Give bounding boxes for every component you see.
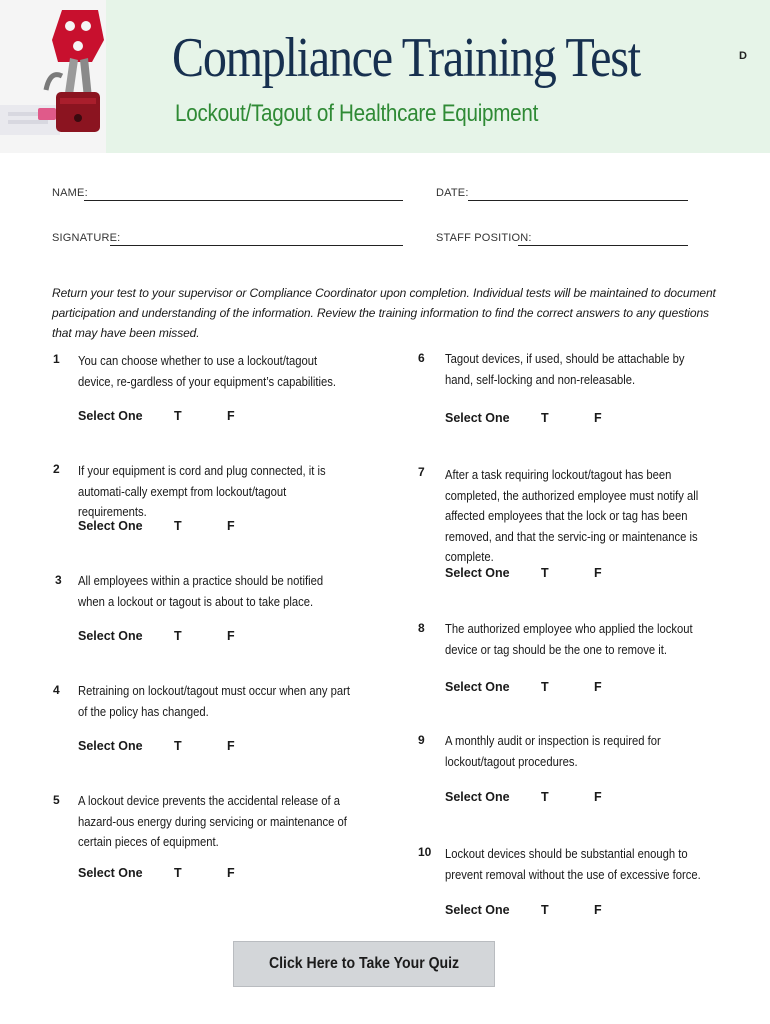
question-number: 5 [53, 793, 60, 807]
select-one-label: Select One [78, 739, 143, 753]
false-option[interactable]: F [594, 566, 602, 580]
select-one-label: Select One [78, 866, 143, 880]
question-number: 10 [418, 845, 432, 859]
question-text: After a task requiring lockout/tagout has been completed, the authorized employee must notify all affected employees that the lock or tag has been removed, and that the servic-ing or maintenance is complete. [445, 468, 699, 564]
question-text: A lockout device prevents the accidental release of a hazard-ous energy during servicing or maintenance of certain pieces of equipment. [78, 794, 347, 849]
take-quiz-button-label: Click Here to Take Your Quiz [268, 955, 460, 972]
question-number: 3 [55, 573, 62, 587]
question-number: 2 [53, 462, 60, 476]
lockout-padlock-icon [0, 0, 106, 153]
staff-position-label: STAFF POSITION: [436, 232, 532, 244]
name-label: NAME: [52, 187, 88, 199]
question-text: Lockout devices should be substantial enough to prevent removal without the use of excessive force. [445, 847, 701, 882]
page-subtitle: Lockout/Tagout of Healthcare Equipment [175, 100, 539, 127]
false-option[interactable]: F [227, 866, 235, 880]
question-number: 1 [53, 352, 60, 366]
false-option[interactable]: F [227, 519, 235, 533]
true-option[interactable]: T [541, 790, 549, 804]
take-quiz-button[interactable] [233, 941, 495, 987]
question-number: 8 [418, 621, 425, 635]
false-option[interactable]: F [227, 629, 235, 643]
select-one-label: Select One [445, 903, 510, 917]
true-option[interactable]: T [174, 519, 182, 533]
select-one-label: Select One [78, 629, 143, 643]
select-one-label: Select One [445, 790, 510, 804]
select-one-label: Select One [78, 519, 143, 533]
question-text: A monthly audit or inspection is required for lockout/tagout procedures. [445, 734, 661, 769]
true-option[interactable]: T [174, 866, 182, 880]
true-option[interactable]: T [174, 629, 182, 643]
instructions-text: Return your test to your supervisor or Compliance Coordinator upon completion. Individual tests will be maintained to document participation and understanding of the information. Review the training information to find the correct answers to any questions that may have been missed. [52, 286, 716, 340]
question-text: If your equipment is cord and plug connected, it is automati-cally exempt from lockout/tagout requirements. [78, 464, 326, 519]
false-option[interactable]: F [594, 790, 602, 804]
false-option[interactable]: F [227, 409, 235, 423]
question-text: Retraining on lockout/tagout must occur when any part of the policy has changed. [78, 684, 351, 719]
lockout-device-image [0, 0, 106, 153]
select-one-label: Select One [78, 409, 143, 423]
select-one-label: Select One [445, 411, 510, 425]
date-label: DATE: [436, 187, 469, 199]
page-letter: D [739, 50, 747, 62]
true-option[interactable]: T [541, 566, 549, 580]
question-number: 4 [53, 683, 60, 697]
true-option[interactable]: T [541, 411, 549, 425]
false-option[interactable]: F [227, 739, 235, 753]
question-number: 6 [418, 351, 425, 365]
true-option[interactable]: T [541, 903, 549, 917]
page-title: Compliance Training Test [172, 27, 640, 89]
question-text: All employees within a practice should be notified when a lockout or tagout is about to take place. [78, 574, 324, 609]
true-option[interactable]: T [174, 409, 182, 423]
date-field[interactable] [436, 187, 469, 199]
select-one-label: Select One [445, 566, 510, 580]
name-line [84, 200, 403, 201]
false-option[interactable]: F [594, 903, 602, 917]
signature-label: SIGNATURE: [52, 232, 121, 244]
question-number: 7 [418, 465, 425, 479]
true-option[interactable]: T [174, 739, 182, 753]
question-text: The authorized employee who applied the lockout device or tag should be the one to remove it. [445, 622, 693, 657]
question-text: Tagout devices, if used, should be attachable by hand, self-locking and non-releasable. [445, 352, 685, 387]
staff-position-field[interactable] [436, 232, 532, 244]
question-number: 9 [418, 733, 425, 747]
staff-position-line [518, 245, 688, 246]
question-text: You can choose whether to use a lockout/tagout device, re-gardless of your equipment’s capabilities. [78, 354, 337, 389]
false-option[interactable]: F [594, 680, 602, 694]
false-option[interactable]: F [594, 411, 602, 425]
select-one-label: Select One [445, 680, 510, 694]
signature-field[interactable] [52, 232, 120, 244]
signature-line [110, 245, 403, 246]
date-line [468, 200, 688, 201]
true-option[interactable]: T [541, 680, 549, 694]
name-field[interactable] [52, 187, 88, 199]
